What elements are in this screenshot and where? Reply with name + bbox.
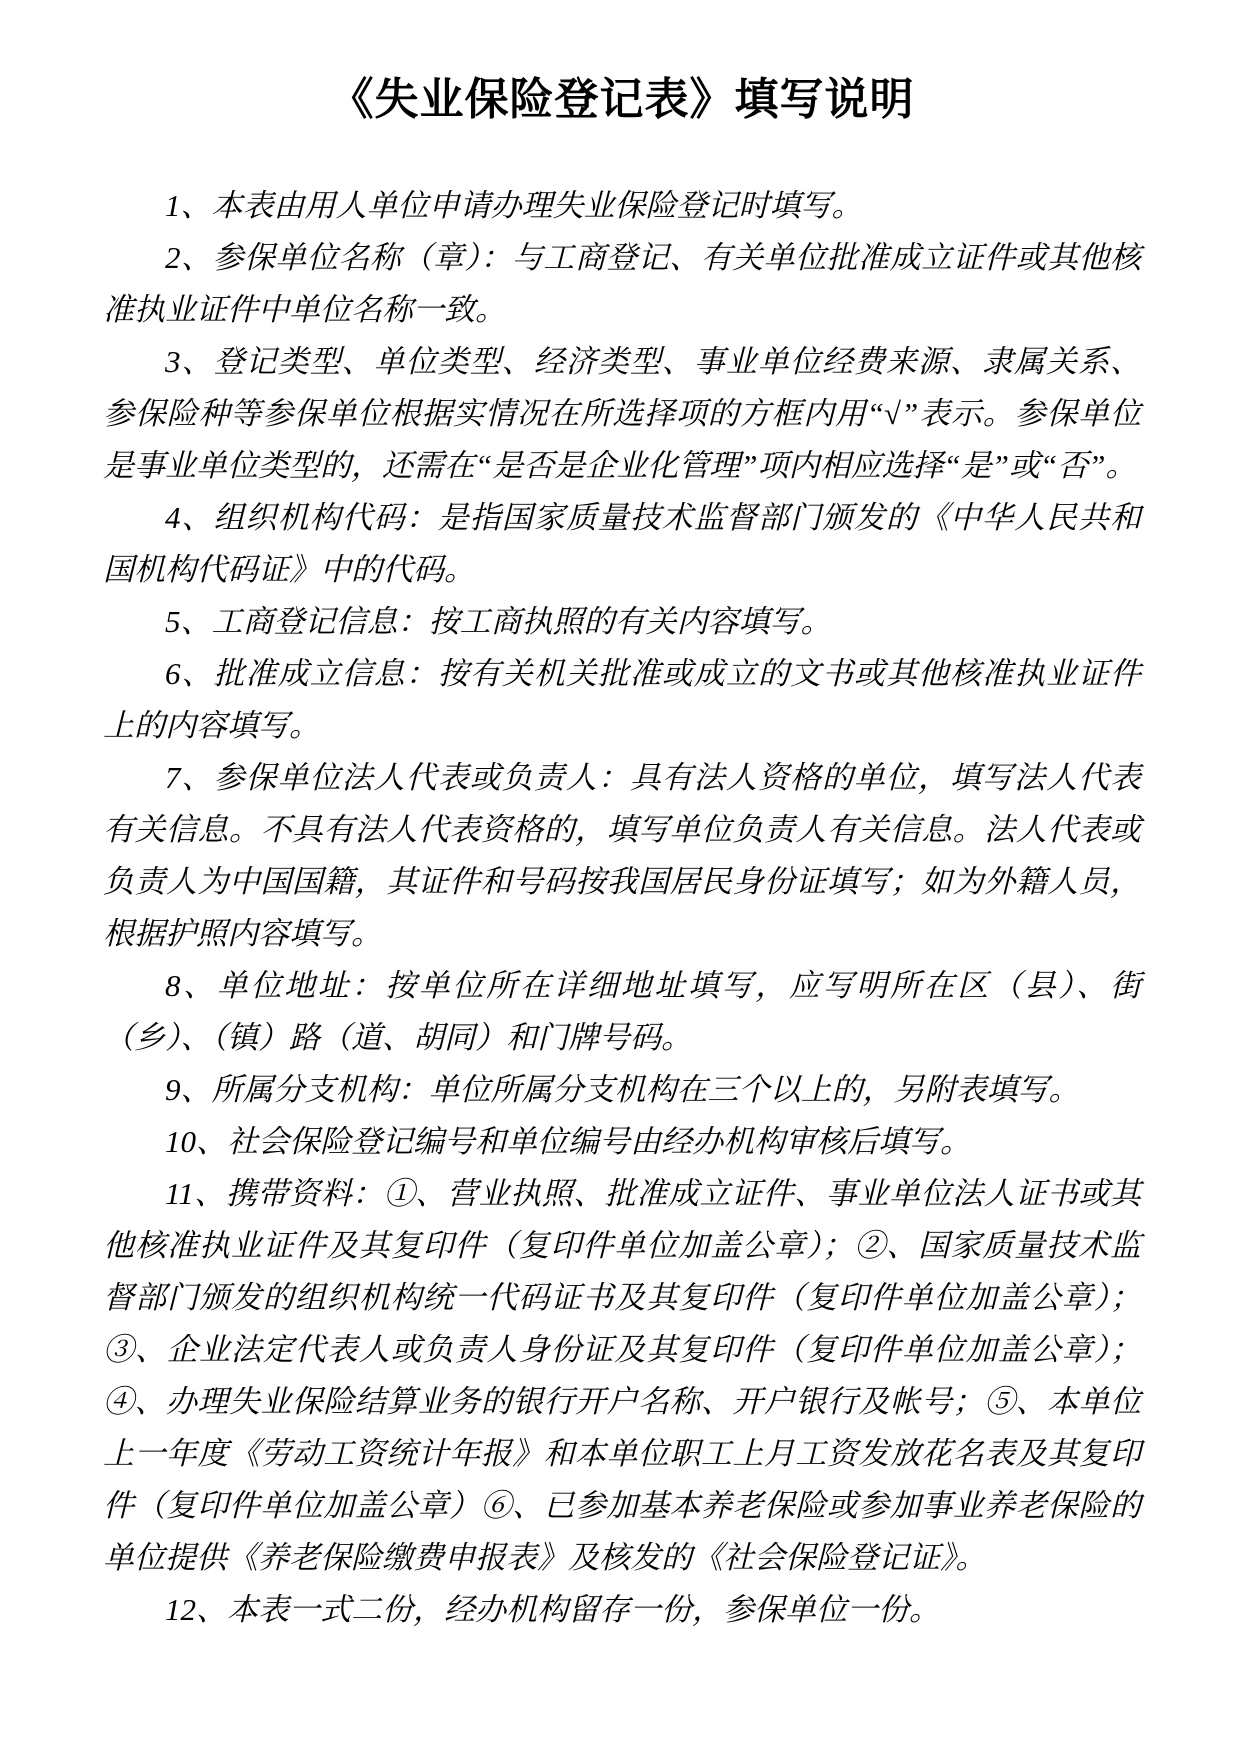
paragraph: 1、本表由用人单位申请办理失业保险登记时填写。 [165, 188, 863, 223]
paragraph: 11、携带资料：①、营业执照、批准成立证件、事业单位法人证书或其他核准执业证件及其复印件（复印件单位加盖公章）；②、国家质量技术监督部门颁发的组织机构统一代码证书及其复印件（复印件单位加盖公章）；③、企业法定代表人或负责人身份证及其复印件（复印件单位加盖公章）；④、办理失业保险结算业务的银行开户名称、开户银行及帐号；⑤、本单位上一年度《劳动工资统计年报》和本单位职工上月工资发放花名表及其复印件（复印件单位加盖公章）⑥、已参加基本养老保险或参加事业养老保险的单位提供《养老保险缴费申报表》及核发的《社会保险登记证》。 [103, 1176, 1141, 1575]
paragraph: 4、组织机构代码：是指国家质量技术监督部门颁发的《中华人民共和国机构代码证》中的代码。 [103, 500, 1141, 587]
paragraph: 12、本表一式二份，经办机构留存一份，参保单位一份。 [165, 1592, 940, 1627]
paragraph: 10、社会保险登记编号和单位编号由经办机构审核后填写。 [165, 1124, 971, 1159]
paragraph: 7、参保单位法人代表或负责人：具有法人资格的单位，填写法人代表有关信息。不具有法人代表资格的，填写单位负责人有关信息。法人代表或负责人为中国国籍，其证件和号码按我国居民身份证填写；如为外籍人员，根据护照内容填写。 [103, 760, 1141, 951]
document-body [103, 180, 1141, 1636]
page-title: 《失业保险登记表》填写说明 [329, 75, 915, 124]
paragraph: 6、批准成立信息：按有关机关批准或成立的文书或其他核准执业证件上的内容填写。 [103, 656, 1141, 743]
paragraph: 3、登记类型、单位类型、经济类型、事业单位经费来源、隶属关系、参保险种等参保单位根据实情况在所选择项的方框内用“√”表示。参保单位是事业单位类型的，还需在“是否是企业化管理”项内相应选择“是”或“否”。 [103, 344, 1141, 483]
paragraph: 2、参保单位名称（章）：与工商登记、有关单位批准成立证件或其他核准执业证件中单位名称一致。 [103, 240, 1141, 327]
paragraph: 5、工商登记信息：按工商执照的有关内容填写。 [165, 604, 832, 639]
paragraph: 9、所属分支机构：单位所属分支机构在三个以上的，另附表填写。 [165, 1072, 1080, 1107]
paragraph: 8、单位地址：按单位所在详细地址填写，应写明所在区（县）、街（乡）、（镇）路（道、胡同）和门牌号码。 [103, 968, 1141, 1055]
